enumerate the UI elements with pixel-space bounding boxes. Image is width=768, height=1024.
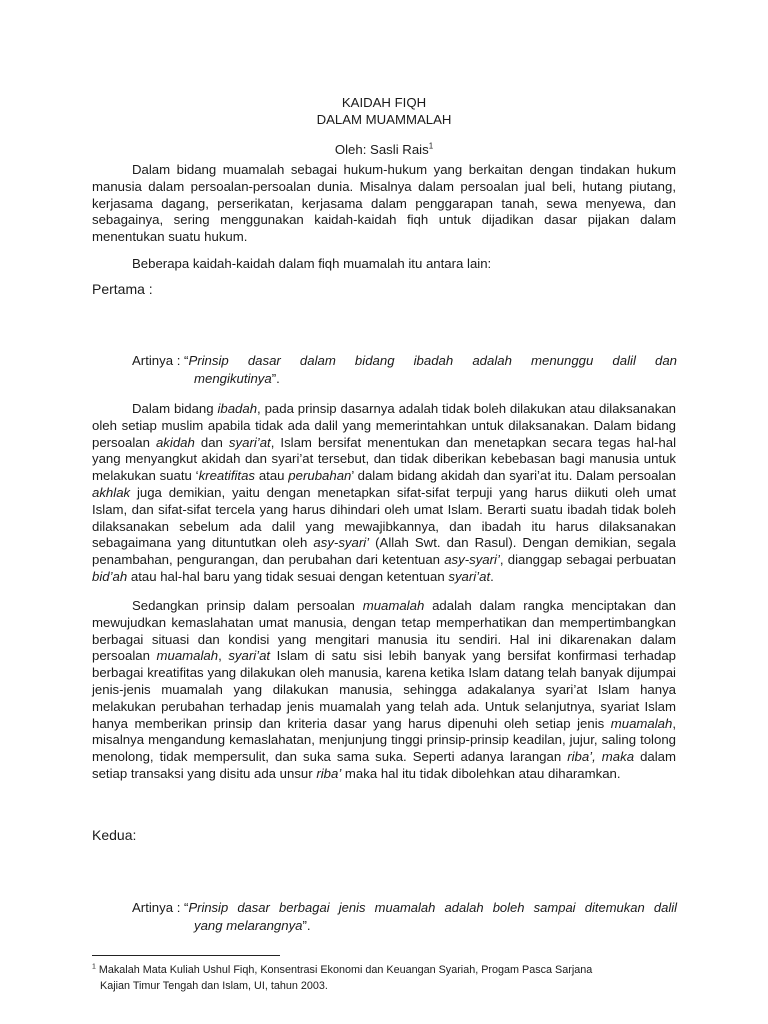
italic-term: syari’at: [448, 568, 491, 584]
italic-term: muamalah: [362, 598, 425, 613]
artinya-label: Artinya : “: [132, 353, 189, 368]
text-run: dalam setiap transaksi yang disitu ada unsur: [92, 749, 676, 781]
artinya-text-line1: Prinsip dasar berbagai jenis muamalah adalah boleh sampai ditemukan dalil: [188, 900, 677, 915]
italic-term: syari’at: [228, 434, 271, 450]
text-run: atau hal-hal baru yang tidak sesuai dengan ketentuan: [127, 568, 449, 584]
author-line: [0, 142, 768, 157]
artinya-label: Artinya : “: [132, 900, 189, 915]
intro-paragraph: Dalam bidang muamalah sebagai hukum-hukum yang berkaitan dengan tindakan hukum manusia dalam persoalan-persoalan dunia. Misalnya dalam persoalan jual beli, hutang piutang, kerjasama dagang, perserikatan, kerjasama dalam penggarapan tanah, sewa menyewa, dan sebagainya, sering menggunakan kaidah-kaidah fiqh untuk dijadikan dasar pijakan dalam menentukan suatu hukum.: [92, 162, 676, 245]
text-run: adalah dalam rangka menciptakan dan mewujudkan kemaslahatan umat manusia, dengan tetap memperhatikan dan mempertimbangkan berbagai situasi dan kondisi yang mengitari manusia itu sendiri. Hal ini dikarenakan dalam persoalan: [92, 598, 676, 664]
text-run: Sedangkan prinsip dalam persoalan: [132, 598, 363, 613]
text-run: , misalnya mengandung kemaslahatan, menjunjung tinggi prinsip-prinsip keadilan, jujur, saling tolong menolong, tidak mempersulit, dan suka sama suka. Seperti adanya larangan: [92, 715, 676, 765]
intro-list-lead: Beberapa kaidah-kaidah dalam fiqh muamalah itu antara lain:: [132, 256, 492, 271]
text-run: juga demikian, yaitu dengan menetapkan sifat-sifat terpuji yang harus diikuti oleh umat Islam, dan sifat-sifat tercela yang harus dihindari oleh umat Islam. Berarti suatu ibadah tidak boleh dilaksanakan sebelum ada dalil yang mewajibkannya, dan ibadah itu harus dilaksanakan sebagaimana yang dituntutkan oleh: [92, 484, 676, 551]
text-run: , dianggap sebagai perbuatan: [499, 552, 676, 568]
artinya-kedua: [132, 899, 677, 934]
text-run: maka hal itu tidak dibolehkan atau diharamkan.: [341, 765, 621, 781]
footnote-line-2: Kajian Timur Tengah dan Islam, UI, tahun 2003.: [100, 980, 328, 992]
italic-term: akhlak: [92, 484, 131, 500]
text-run: (Allah Swt. dan Rasul). Dengan demikian, segala penambahan, pengurangan, dan perubahan dari ketentuan: [92, 535, 677, 568]
italic-term: asy-syari’: [444, 552, 500, 568]
artinya-close: ”.: [271, 370, 280, 386]
paragraph-muamalah: [92, 598, 676, 783]
italic-term: asy-syari’: [313, 535, 370, 551]
italic-term: perubahan: [288, 468, 352, 484]
footnote-divider: [92, 955, 280, 956]
artinya-close: ”.: [302, 917, 311, 933]
author-name: Oleh: Sasli Rais: [334, 142, 429, 157]
text-run: ’ dalam bidang akidah dan syari’at itu. Dalam persoalan: [351, 468, 677, 484]
text-run: Dalam bidang: [132, 401, 218, 416]
artinya-pertama: [132, 352, 677, 387]
italic-term: akidah: [155, 434, 195, 450]
footnote: [92, 962, 676, 994]
text-run: atau: [255, 468, 289, 484]
text-run: Islam di satu sisi lebih banyak yang bersifat konfirmasi terhadap berbagai kreatifitas yang dilakukan oleh manusia, karena ketika Islam datang telah banyak dijumpai jenis-jenis muamalah yang dilakukan manusia, sehingga adakalanya syari’at Islam hanya melakukan perubahan terhadap jenis muamalah yang telah ada. Untuk selanjutnya, syariat Islam hanya memberikan prinsip dan kriteria dasar yang harus dipenuhi oleh setiap jenis: [92, 648, 677, 731]
author-footnote-ref: 1: [428, 141, 434, 151]
title-line-1: KAIDAH FIQH: [341, 95, 427, 110]
paragraph-ibadah: [92, 401, 676, 586]
text-run: dan: [194, 434, 229, 450]
italic-term: kreatifitas: [198, 468, 256, 484]
heading-pertama: Pertama :: [92, 281, 153, 297]
artinya-text-line2: mengikutinya: [194, 370, 272, 386]
italic-term: muamalah: [610, 715, 673, 731]
italic-term: riba’: [316, 765, 342, 781]
title-line-2: DALAM MUAMMALAH: [316, 112, 452, 127]
italic-term: bid’ah: [92, 568, 128, 584]
text-run: .: [490, 568, 494, 584]
text-run: ,: [218, 648, 229, 664]
artinya-text-line2: yang melarangnya: [194, 917, 303, 933]
footnote-line-1: Makalah Mata Kuliah Ushul Fiqh, Konsentrasi Ekonomi dan Keuangan Syariah, Progam Pasca Sarjana: [95, 964, 593, 976]
heading-kedua: Kedua:: [92, 827, 137, 843]
text-run: , Islam bersifat menentukan dan menetapkan secara tegas hal-hal yang menyangkut akidah dan syari’at tersebut, dan tidak diberikan kebebasan bagi manusia untuk melakukan suatu ‘: [92, 434, 676, 484]
artinya-text-line1: Prinsip dasar dalam bidang ibadah adalah menunggu dalil dan: [188, 353, 677, 368]
italic-term: syari’at: [228, 648, 271, 664]
document-title: [0, 94, 768, 128]
italic-term: muamalah: [156, 648, 219, 664]
italic-term: ibadah: [217, 401, 258, 416]
italic-term: riba’, maka: [567, 749, 635, 765]
footnote-number: 1: [92, 963, 96, 971]
text-run: , pada prinsip dasarnya adalah tidak boleh dilakukan atau dilaksanakan oleh setiap muslim apabila tidak ada dalil yang memerintahkan untuk dilaksanakan. Dalam bidang persoalan: [92, 401, 676, 450]
